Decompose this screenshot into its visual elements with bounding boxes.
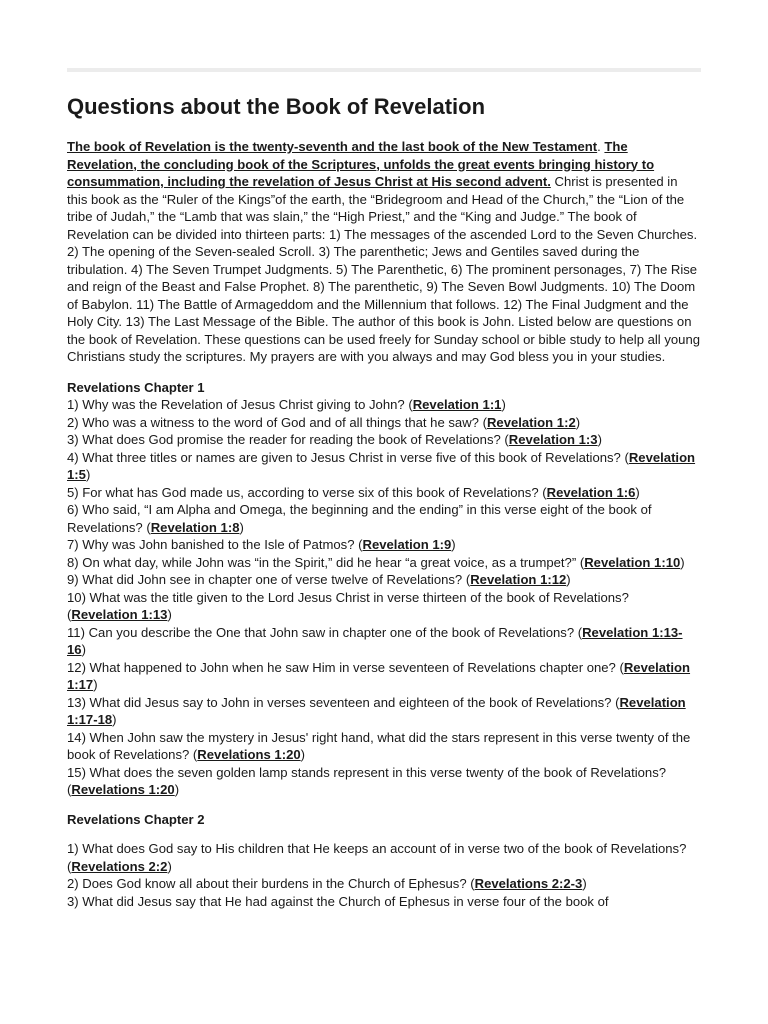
scripture-reference-link[interactable]: Revelation 1:1 [412, 397, 502, 412]
question-text: 3) What did Jesus say that He had against the Church of Ephesus in verse four of the book of [67, 893, 609, 909]
question-item [67, 536, 701, 554]
question-text: 8) On what day, while John was “in the Spirit,” did he hear “a great voice, as a trumpet?” ( [67, 554, 585, 570]
question-close: ) [575, 414, 581, 430]
question-text: 5) For what has God made us, according to verse six of this book of Revelations? ( [67, 484, 547, 500]
question-item [67, 875, 701, 893]
intro-separator: . [597, 139, 605, 154]
scripture-reference-link[interactable]: Revelation 1:13-16 [67, 624, 683, 657]
scripture-reference-link[interactable]: Revelation 1:2 [486, 414, 576, 430]
intro-lead-2: The Revelation, the concluding book of the Scriptures, unfolds the great events bringing history to consummation, including the revelation of Jesus Christ at His second advent. [67, 139, 655, 189]
scripture-reference-link[interactable]: Revelation 1:6 [546, 484, 636, 500]
question-close: ) [93, 677, 98, 692]
question-text: 6) Who said, “I am Alpha and Omega, the beginning and the ending” in this verse eight of the book of Revelations? ( [67, 502, 652, 535]
scripture-reference-link[interactable]: Revelation 1:5 [67, 449, 696, 482]
chapter-1-heading: Revelations Chapter 1 [67, 379, 205, 395]
question-text: 11) Can you describe the One that John saw in chapter one of the book of Revelations? ( [67, 624, 583, 640]
scripture-reference-link[interactable]: Revelation 1:13 [71, 607, 168, 622]
scripture-reference-link[interactable]: Revelation 1:9 [362, 537, 452, 552]
question-text: 14) When John saw the mystery in Jesus' right hand, what did the stars represent in this verse twenty of the book of Revelations? ( [67, 729, 691, 762]
question-close: ) [112, 712, 117, 727]
question-close: ) [239, 519, 244, 535]
chapter-2-question-list [67, 840, 701, 910]
question-item [67, 624, 701, 659]
question-item [67, 893, 701, 911]
chapter-2-heading: Revelations Chapter 2 [67, 811, 205, 827]
question-text: 3) What does God promise the reader for reading the book of Revelations? ( [67, 432, 509, 447]
page-top-divider [67, 68, 701, 72]
question-close: ) [680, 554, 685, 570]
question-close: ) [635, 484, 640, 500]
document-title: Questions about the Book of Revelation [67, 94, 486, 119]
scripture-reference-link[interactable]: Revelation 1:3 [508, 432, 598, 447]
question-close: ) [566, 572, 571, 587]
question-text: 13) What did Jesus say to John in verses seventeen and eighteen of the book of Revelations? ( [67, 694, 620, 710]
scripture-reference-link[interactable]: Revelations 2:2 [71, 858, 168, 874]
scripture-reference-link[interactable]: Revelations 2:2-3 [474, 876, 583, 891]
question-item [67, 501, 701, 536]
question-close: ) [167, 607, 172, 622]
question-item [67, 589, 701, 624]
question-close: ) [300, 747, 306, 762]
scripture-reference-link[interactable]: Revelation 1:8 [150, 519, 240, 535]
question-close: ) [85, 467, 91, 482]
question-text: 4) What three titles or names are given to Jesus Christ in verse five of this book of Revelations? ( [67, 449, 629, 465]
question-text: 15) What does the seven golden lamp stands represent in this verse twenty of the book of Revelations? ( [67, 764, 667, 797]
question-item [67, 694, 701, 729]
question-close: ) [501, 397, 506, 412]
question-text: 9) What did John see in chapter one of verse twelve of Revelations? ( [67, 572, 471, 587]
question-item [67, 431, 701, 449]
question-text: 1) Why was the Revelation of Jesus Christ giving to John? ( [67, 397, 413, 412]
intro-body: Christ is presented in this book as the “Ruler of the Kings”of the earth, the “Bridegroom and Head of the Church,” the “Lion of the tribe of Judah,” the “Lamb that was slain,” the “High Priest,” and the “King and Judge.” The book of Revelation can be divided into thirteen parts: 1) The messages of the ascended Lord to the Seven Churches. 2) The opening of the Seven-sealed Scroll. 3) The parenthetic; Jews and Gentiles saved during the tribulation. 4) The Seven Trumpet Judgments. 5) The Parenthetic, 6) The prominent personages, 7) The Rise and reign of the Beast and False Prophet. 8) The parenthetic, 9) The Seven Bowl Judgments. 10) The Doom of Babylon. 11) The Battle of Armageddom and the Millennium that follows. 12) The Final Judgment and the Holy City. 13) The Last Message of the Bible. The author of this book is John. Listed below are questions on the book of Revelation. These questions can be used freely for Sunday school or bible study to help all young Christians study the scriptures. My prayers are with you always and may God bless you in your studies. [67, 174, 701, 364]
question-text: 12) What happened to John when he saw Him in verse seventeen of Revelations chapter one? ( [67, 659, 624, 675]
question-item [67, 571, 701, 589]
question-item [67, 396, 701, 414]
question-close: ) [582, 876, 587, 891]
question-close: ) [597, 432, 602, 447]
question-item [67, 840, 701, 875]
intro-paragraph [67, 138, 701, 366]
intro-lead-1: The book of Revelation is the twenty-seventh and the last book of the New Testament [67, 139, 598, 154]
question-item [67, 414, 701, 432]
question-text: 7) Why was John banished to the Isle of Patmos? ( [67, 537, 363, 552]
scripture-reference-link[interactable]: Revelation 1:17 [67, 659, 691, 692]
scripture-reference-link[interactable]: Revelation 1:10 [584, 554, 681, 570]
question-close: ) [174, 782, 180, 797]
question-text: 1) What does God say to His children that He keeps an account of in verse two of the book of Revelations? ( [67, 841, 687, 874]
question-close: ) [81, 642, 86, 657]
question-item [67, 449, 701, 484]
chapter-1-question-list [67, 396, 701, 799]
question-item [67, 484, 701, 502]
question-close: ) [451, 537, 456, 552]
scripture-reference-link[interactable]: Revelations 1:20 [71, 782, 175, 797]
document-body [67, 92, 701, 910]
question-item [67, 729, 701, 764]
scripture-reference-link[interactable]: Revelations 1:20 [197, 747, 301, 762]
question-close: ) [167, 858, 172, 874]
scripture-reference-link[interactable]: Revelation 1:12 [470, 572, 567, 587]
question-item [67, 659, 701, 694]
question-item [67, 764, 701, 799]
question-text: 2) Who was a witness to the word of God and of all things that he saw? ( [67, 414, 487, 430]
scripture-reference-link[interactable]: Revelation 1:17-18 [67, 694, 686, 727]
question-text: 10) What was the title given to the Lord Jesus Christ in verse thirteen of the book of Revelations? ( [67, 589, 629, 622]
question-item [67, 554, 701, 572]
question-text: 2) Does God know all about their burdens in the Church of Ephesus? ( [67, 876, 475, 891]
